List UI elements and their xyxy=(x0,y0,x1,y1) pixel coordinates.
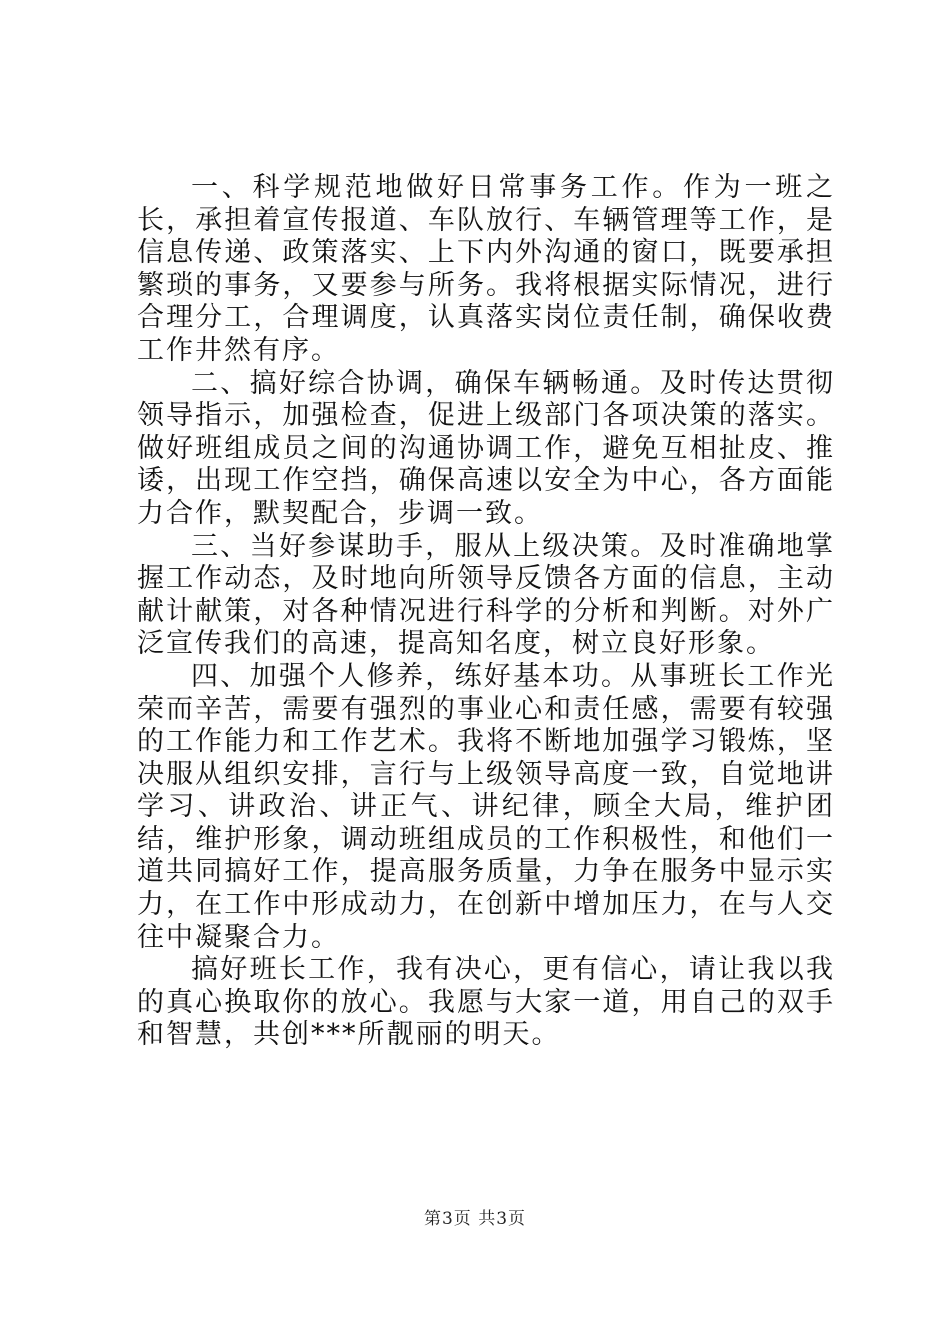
paragraph-4: 四、加强个人修养，练好基本功。从事班长工作光荣而辛苦，需要有强烈的事业心和责任感，需要有较强的工作能力和工作艺术。我将不断地加强学习锻炼，坚决服从组织安排，言行与上级领导高度一致，自觉地讲学习、讲政治、讲正气、讲纪律，顾全大局，维护团结，维护形象，调动班组成员的工作积极性，和他们一道共同搞好工作，提高服务质量，力争在服务中显示实力，在工作中形成动力，在创新中增加压力，在与人交往中凝聚合力。 xyxy=(137,660,835,953)
page-number-footer: 第3页 共3页 xyxy=(423,1209,527,1229)
document-body xyxy=(137,172,835,1052)
paragraph-1: 一、科学规范地做好日常事务工作。作为一班之长，承担着宣传报道、车队放行、车辆管理等工作，是信息传递、政策落实、上下内外沟通的窗口，既要承担繁琐的事务，又要参与所务。我将根据实际情况，进行合理分工，合理调度，认真落实岗位责任制，确保收费工作井然有序。 xyxy=(137,172,835,366)
paragraph-2: 二、搞好综合协调，确保车辆畅通。及时传达贯彻领导指示，加强检查，促进上级部门各项决策的落实。做好班组成员之间的沟通协调工作，避免互相扯皮、推诿，出现工作空挡，确保高速以安全为中心，各方面能力合作，默契配合，步调一致。 xyxy=(137,367,835,529)
paragraph-3: 三、当好参谋助手，服从上级决策。及时准确地掌握工作动态，及时地向所领导反馈各方面的信息，主动献计献策，对各种情况进行科学的分析和判断。对外广泛宣传我们的高速，提高知名度，树立良好形象。 xyxy=(137,530,835,660)
paragraph-5: 搞好班长工作，我有决心，更有信心，请让我以我的真心换取你的放心。我愿与大家一道，用自己的双手和智慧，共创***所靓丽的明天。 xyxy=(137,954,835,1051)
